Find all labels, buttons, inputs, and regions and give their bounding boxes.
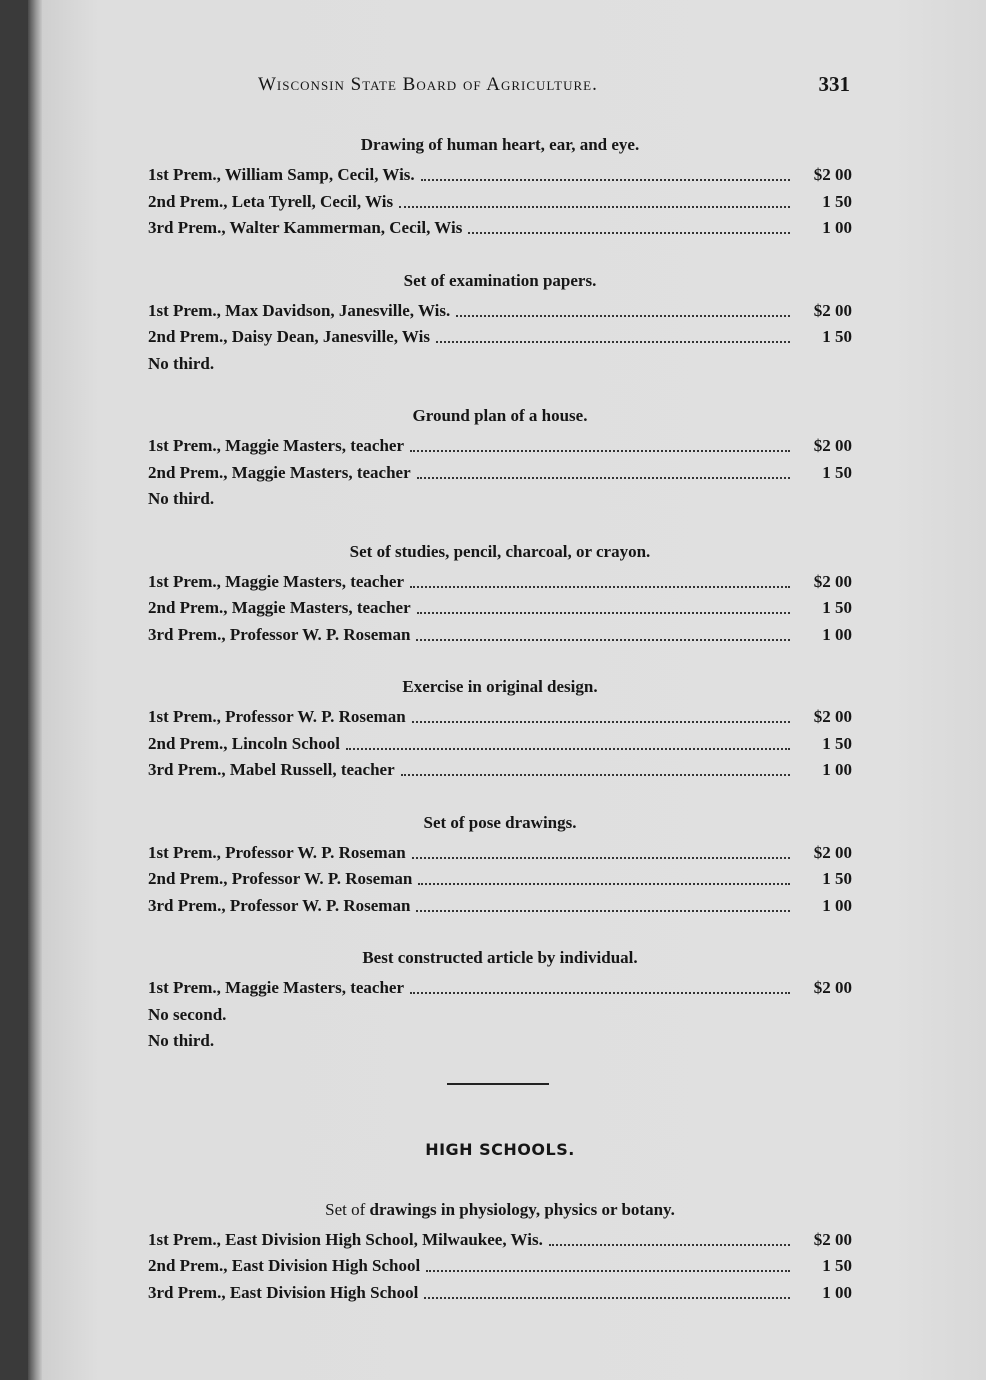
premium-row <box>148 975 852 1002</box>
premium-row <box>148 569 852 596</box>
premium-place: 2nd Prem., <box>148 869 228 888</box>
no-award-note: No third. <box>148 1031 215 1050</box>
dot-leader <box>410 436 790 452</box>
premium-place: 1st Prem., <box>148 978 221 997</box>
premium-winner: Maggie Masters, teacher <box>231 598 411 617</box>
section-title-prefix: Set of <box>325 1199 366 1219</box>
premium-row <box>148 595 852 622</box>
premium-row <box>148 704 852 731</box>
section-ground-plan <box>148 403 852 513</box>
section-title: Set of pose drawings. <box>423 812 577 832</box>
dot-leader <box>424 1283 790 1299</box>
premium-row <box>148 731 852 758</box>
section-title: Set of studies, pencil, charcoal, or crayon. <box>349 541 651 561</box>
premium-winner: Maggie Masters, teacher <box>225 436 404 455</box>
section-human-heart-drawing <box>148 132 852 242</box>
premium-winner: Max Davidson, Janesville, Wis. <box>225 300 451 320</box>
premium-row <box>148 324 852 351</box>
premium-winner: Maggie Masters, teacher <box>225 978 404 997</box>
premium-row <box>148 460 852 487</box>
premium-row <box>148 162 852 189</box>
premium-place: 3rd Prem., <box>148 624 226 644</box>
premium-amount: $2 00 <box>813 571 852 591</box>
premium-place: 1st Prem., <box>148 436 221 455</box>
premium-winner: Maggie Masters, teacher <box>225 571 404 591</box>
premium-place: 2nd Prem., <box>148 191 228 211</box>
premium-place: 1st Prem., <box>148 300 221 320</box>
dot-leader <box>416 625 790 641</box>
premium-row <box>148 1227 852 1254</box>
premium-row <box>148 840 852 867</box>
premium-row <box>148 757 852 784</box>
premium-winner: William Samp, Cecil, Wis. <box>224 165 415 184</box>
premium-row <box>148 893 852 920</box>
dot-leader <box>436 327 790 343</box>
premium-amount: 1 50 <box>822 598 852 617</box>
premium-winner: Professor W. P. Roseman <box>225 707 406 726</box>
premium-winner: Professor W. P. Roseman <box>225 842 406 862</box>
premium-amount: 1 50 <box>822 327 852 346</box>
premium-winner: East Division High School <box>229 1282 419 1302</box>
no-award-note: No second. <box>148 1004 227 1024</box>
premium-row <box>148 189 852 216</box>
section-examination-papers <box>148 268 852 378</box>
dot-leader <box>410 978 790 994</box>
section-title-main: drawings in physiology, physics or botany. <box>369 1199 675 1219</box>
premium-place: 1st Prem., <box>148 571 221 591</box>
section-pose-drawings <box>148 810 852 920</box>
section-original-design <box>148 674 852 784</box>
premium-winner: Walter Kammerman, Cecil, Wis <box>229 218 463 237</box>
premium-row <box>148 433 852 460</box>
premium-winner: East Division High School, Milwaukee, Wis. <box>225 1229 543 1249</box>
running-title: Wisconsin State Board of Agriculture. <box>258 74 598 95</box>
dot-leader <box>401 760 790 776</box>
dot-leader <box>426 1256 790 1272</box>
premium-place: 2nd Prem., <box>148 598 228 617</box>
premium-winner: East Division High School <box>231 1256 421 1275</box>
page-number: 331 <box>818 72 850 96</box>
premium-place: 1st Prem., <box>148 165 221 184</box>
section-physiology-drawings <box>148 1197 852 1307</box>
premium-row <box>148 215 852 242</box>
dot-leader <box>412 707 790 723</box>
premium-amount: 1 00 <box>822 218 852 237</box>
section-title <box>148 1197 852 1223</box>
dot-leader <box>399 192 790 208</box>
dot-leader <box>346 734 790 750</box>
premium-amount: 1 00 <box>822 760 852 779</box>
premium-winner: Professor W. P. Roseman <box>229 624 411 644</box>
premium-amount: 1 50 <box>822 1256 852 1275</box>
premium-place: 2nd Prem., <box>148 1256 228 1275</box>
premium-row <box>148 298 852 325</box>
section-studies <box>148 539 852 649</box>
section-constructed-article <box>148 945 852 1055</box>
premium-winner: Professor W. P. Roseman <box>229 895 411 915</box>
premium-amount: $2 00 <box>813 436 852 455</box>
dot-leader <box>418 869 790 885</box>
premium-winner: Daisy Dean, Janesville, Wis <box>231 327 430 346</box>
premium-winner: Mabel Russell, teacher <box>229 760 395 779</box>
no-award-note: No third. <box>148 353 215 373</box>
dot-leader <box>416 896 790 912</box>
premium-place: 3rd Prem., <box>148 895 226 915</box>
premium-place: 3rd Prem., <box>148 760 226 779</box>
section-divider <box>447 1083 549 1085</box>
section-title: Exercise in original design. <box>402 677 598 696</box>
premium-row <box>148 1280 852 1307</box>
premium-row <box>148 622 852 649</box>
section-title: Ground plan of a house. <box>412 406 588 425</box>
premium-place: 2nd Prem., <box>148 327 228 346</box>
premium-amount: $2 00 <box>813 842 852 862</box>
dot-leader <box>421 165 790 181</box>
premium-amount: 1 50 <box>822 191 852 211</box>
premium-place: 1st Prem., <box>148 842 221 862</box>
premium-amount: $2 00 <box>813 165 852 184</box>
premium-amount: 1 00 <box>822 895 852 915</box>
premium-amount: 1 50 <box>822 462 852 482</box>
premium-place: 3rd Prem., <box>148 218 226 237</box>
section-title: Best constructed article by individual. <box>362 948 638 967</box>
book-spine-shadow <box>0 0 28 1380</box>
premium-amount: 1 00 <box>822 1282 852 1302</box>
premium-winner: Lincoln School <box>231 733 340 753</box>
dot-leader <box>412 843 790 859</box>
premium-amount: 1 50 <box>822 733 852 753</box>
premium-amount: $2 00 <box>813 300 852 320</box>
dot-leader <box>468 218 790 234</box>
premium-amount: $2 00 <box>813 1229 852 1249</box>
dot-leader <box>417 463 790 479</box>
premium-amount: 1 00 <box>822 624 852 644</box>
premium-winner: Leta Tyrell, Cecil, Wis <box>231 191 394 211</box>
premium-place: 1st Prem., <box>148 1229 221 1249</box>
no-award-note: No third. <box>148 489 215 508</box>
premium-row <box>148 866 852 893</box>
dot-leader <box>549 1230 790 1246</box>
dot-leader <box>417 598 790 614</box>
premium-amount: $2 00 <box>813 707 852 726</box>
high-schools-heading: HIGH SCHOOLS. <box>425 1139 575 1159</box>
premium-place: 1st Prem., <box>148 707 221 726</box>
premium-place: 2nd Prem., <box>148 462 228 482</box>
premium-winner: Maggie Masters, teacher <box>231 462 411 482</box>
dot-leader <box>456 301 790 317</box>
premium-amount: $2 00 <box>813 978 852 997</box>
premium-amount: 1 50 <box>822 869 852 888</box>
page-gutter <box>28 0 42 1380</box>
premium-row <box>148 1253 852 1280</box>
section-title: Set of examination papers. <box>403 270 597 290</box>
section-title: Drawing of human heart, ear, and eye. <box>360 135 640 154</box>
premium-winner: Professor W. P. Roseman <box>231 869 413 888</box>
premium-place: 3rd Prem., <box>148 1282 226 1302</box>
dot-leader <box>410 572 790 588</box>
premium-list <box>148 132 852 1332</box>
premium-place: 2nd Prem., <box>148 733 228 753</box>
